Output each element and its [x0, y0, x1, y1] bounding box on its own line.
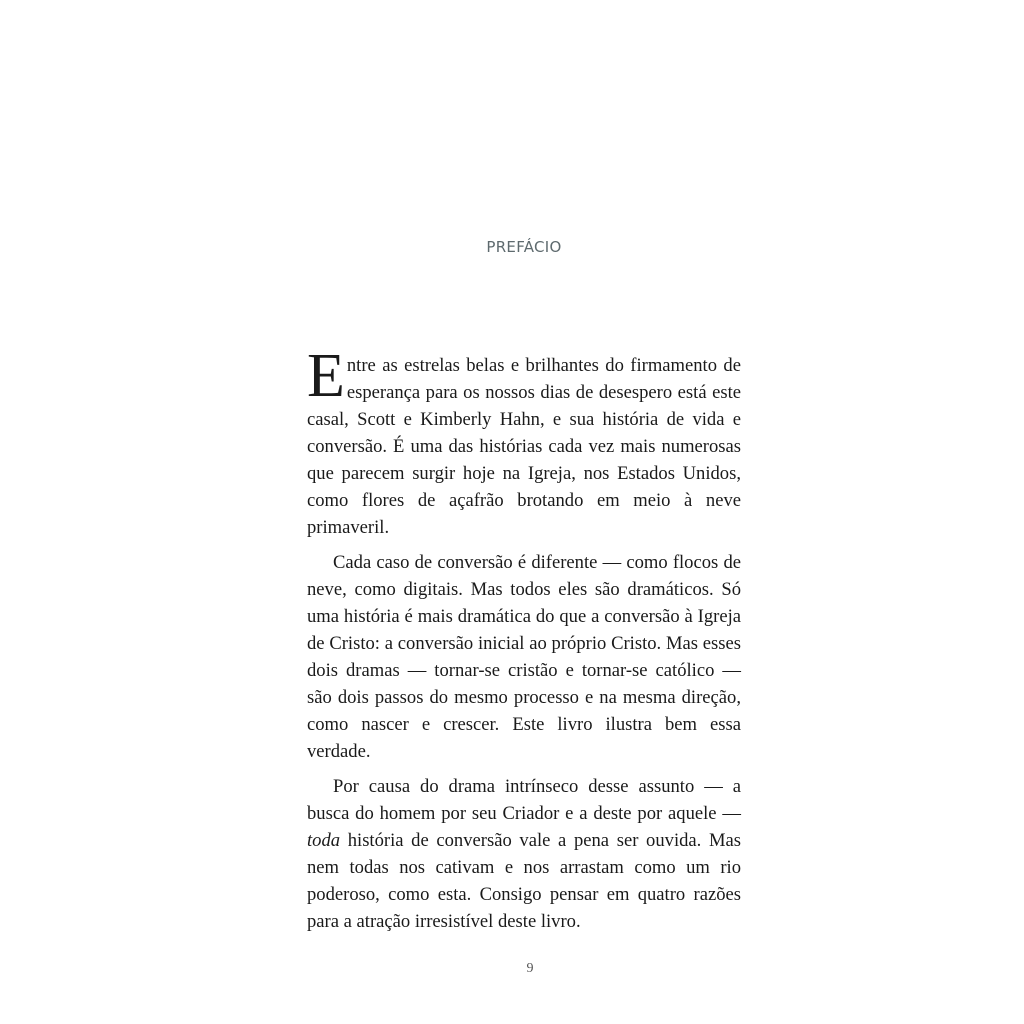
- paragraph-3: [307, 773, 741, 935]
- paragraph-3-text-before: Por causa do drama intrínseco desse assunto — a busca do homem por seu Criador e a deste por aquele —: [307, 776, 741, 824]
- chapter-title: PREFÁCIO: [486, 238, 562, 256]
- body-text: [307, 342, 741, 935]
- paragraph-3-text-after: história de conversão vale a pena ser ouvida. Mas nem todas nos cativam e nos arrastam como um rio poderoso, como esta. Consigo pensar em quatro razões para a atração irresistível deste livro.: [307, 830, 741, 932]
- paragraph-1-text: ntre as estrelas belas e brilhantes do firmamento de esperança para os nossos dias de desespero está este casal, Scott e Kimberly Hahn, e sua história de vida e conversão. É uma das histórias cada vez mais numerosas que parecem surgir hoje na Igreja, nos Estados Unidos, como flores de açafrão brotando em meio à neve primaveril.: [307, 355, 741, 538]
- page-number: 9: [526, 961, 534, 976]
- paragraph-3-emphasis: toda: [307, 830, 341, 851]
- paragraph-1: [307, 342, 741, 541]
- paragraph-2: [307, 549, 741, 765]
- paragraph-2-text: Cada caso de conversão é diferente — como flocos de neve, como digitais. Mas todos eles são dramáticos. Só uma história é mais dramática do que a conversão à Igreja de Cristo: a conversão inicial ao próprio Cristo. Mas esses dois dramas — tornar-se cristão e tornar-se católico — são dois passos do mesmo processo e na mesma direção, como nascer e crescer. Este livro ilustra bem essa verdade.: [307, 552, 741, 762]
- drop-cap: E: [307, 342, 345, 410]
